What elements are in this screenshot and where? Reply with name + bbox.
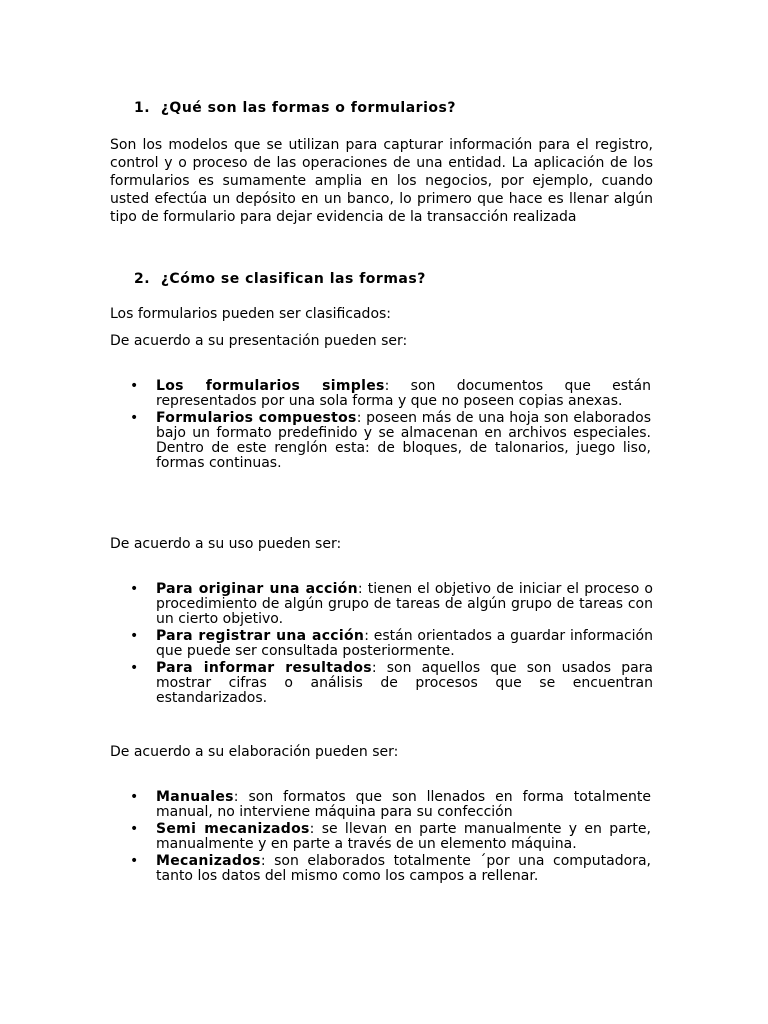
section-presentacion-heading: De acuerdo a su presentación pueden ser: <box>110 333 408 349</box>
bullet-icon: • <box>130 628 139 644</box>
bullet-icon: • <box>130 378 139 394</box>
bullet-icon: • <box>130 581 139 597</box>
list-item-description: : son aquellos que son usados para mostrar cifras o análisis de procesos que se encuentran estandarizados. <box>156 660 654 706</box>
question-2-number: 2. <box>134 271 151 287</box>
bullet-icon: • <box>130 660 139 676</box>
classification-intro: Los formularios pueden ser clasificados: <box>110 306 392 322</box>
list-item-term: Formularios compuestos <box>156 410 357 426</box>
question-1-title: ¿Qué son las formas o formularios? <box>160 100 456 116</box>
list-item-term: Para originar una acción <box>156 581 358 597</box>
list-item-description: : son elaborados totalmente ´por una computadora, tanto los datos del mismo como los campos a rellenar. <box>156 853 651 884</box>
question-1-number: 1. <box>134 100 151 116</box>
question-2-title: ¿Cómo se clasifican las formas? <box>160 271 426 287</box>
presentacion-list <box>130 379 651 473</box>
section-elaboracion-heading: De acuerdo a su elaboración pueden ser: <box>110 744 399 760</box>
bullet-icon: • <box>130 821 139 837</box>
list-item-description: : están orientados a guardar información que puede ser consultada posteriormente. <box>156 628 653 659</box>
list-item-description: : son formatos que son llenados en forma totalmente manual, no interviene máquina para su confección <box>156 789 651 820</box>
question-1-heading <box>134 100 456 116</box>
list-item-term: Para registrar una acción <box>156 628 365 644</box>
list-item <box>130 379 651 409</box>
list-item-description: : tienen el objetivo de iniciar el proceso o procedimiento de algún grupo de tareas de algún grupo de tareas con un cierto objetivo. <box>156 581 653 627</box>
list-item <box>130 661 653 706</box>
list-item-term: Semi mecanizados <box>156 821 310 837</box>
bullet-icon: • <box>130 789 139 805</box>
list-item-description: : poseen más de una hoja son elaborados bajo un formato predefinido y se almacenan en archivos especiales. Dentro de este renglón esta: de bloques, de talonarios, juego liso, formas continuas. <box>156 410 651 471</box>
list-item-term: Los formularios simples <box>156 378 385 394</box>
list-item <box>130 790 651 820</box>
list-item <box>130 629 653 659</box>
list-item-description: : se llevan en parte manualmente y en parte, manualmente y en parte a través de un elemento máquina. <box>156 821 651 852</box>
question-1-answer: Son los modelos que se utilizan para capturar información para el registro, control y o proceso de las operaciones de una entidad. La aplicación de los formularios es sumamente amplia en los negocios, por ejemplo, cuando usted efectúa un depósito en un banco, lo primero que hace es llenar algún tipo de formulario para dejar evidencia de la transacción realizada <box>110 137 653 225</box>
bullet-icon: • <box>130 853 139 869</box>
list-item-term: Manuales <box>156 789 234 805</box>
list-item-description: : son documentos que están representados por una sola forma y que no poseen copias anexas. <box>156 378 651 409</box>
question-2-heading <box>134 271 426 287</box>
list-item-term: Para informar resultados <box>156 660 372 676</box>
list-item <box>130 854 651 884</box>
uso-list <box>130 582 653 708</box>
list-item <box>130 822 651 852</box>
list-item-term: Mecanizados <box>156 853 261 869</box>
list-item <box>130 582 653 627</box>
list-item <box>130 411 651 471</box>
bullet-icon: • <box>130 410 139 426</box>
elaboracion-list <box>130 790 651 886</box>
section-uso-heading: De acuerdo a su uso pueden ser: <box>110 536 342 552</box>
